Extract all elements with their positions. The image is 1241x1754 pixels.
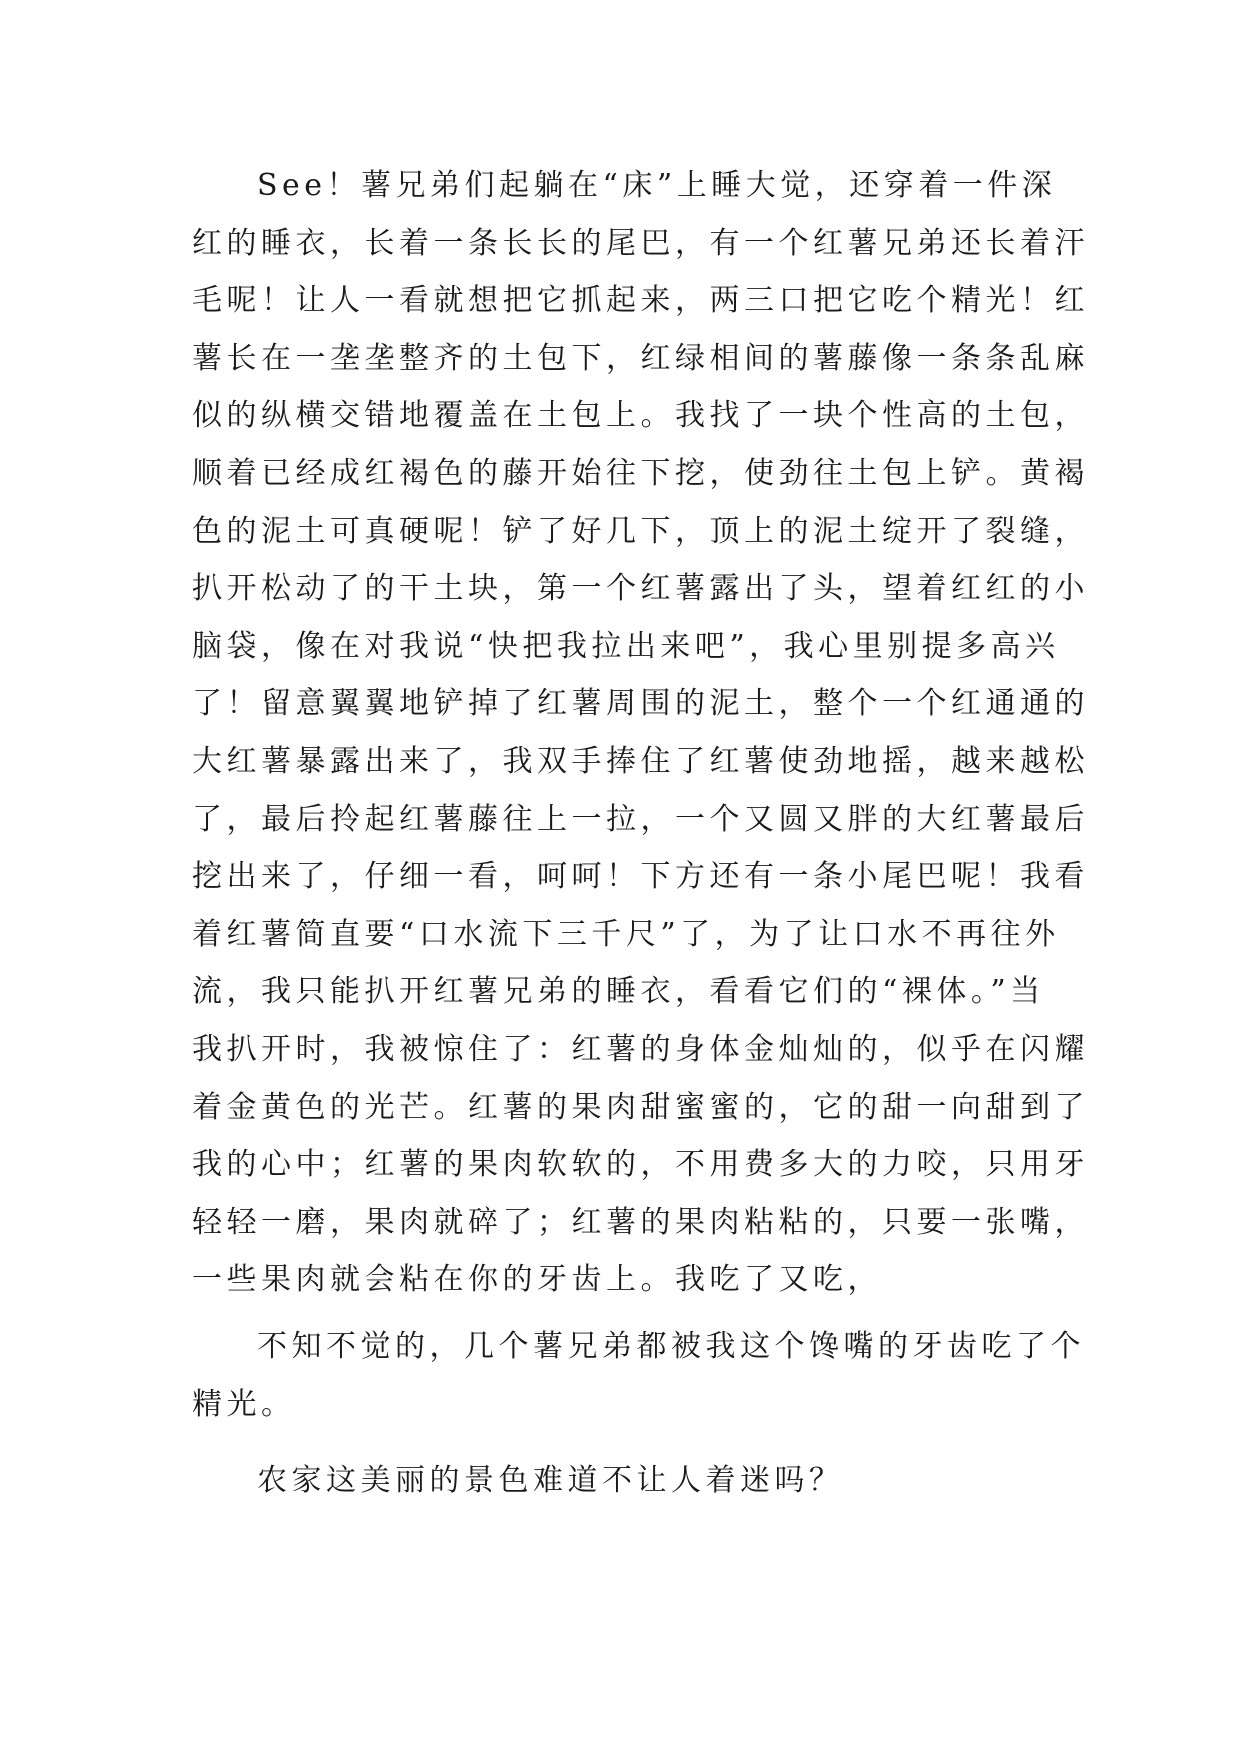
paragraph-1-line-13: 挖出来了，仔细一看，呵呵！下方还有一条小尾巴呢！我看	[192, 859, 1089, 895]
paragraph-1	[192, 157, 1089, 1309]
paragraph-1-line-1: See！薯兄弟们起躺在“床”上睡大觉，还穿着一件深	[257, 168, 1057, 203]
paragraph-1-line-20: 一些果肉就会粘在你的牙齿上。我吃了又吃，	[192, 1262, 882, 1298]
paragraph-1-line-7: 色的泥土可真硬呢！铲了好几下，顶上的泥土绽开了裂缝，	[192, 513, 1089, 549]
paragraph-1-line-12: 了，最后拎起红薯藤往上一拉，一个又圆又胖的大红薯最后	[192, 801, 1089, 837]
paragraph-1-line-10: 了！留意翼翼地铲掉了红薯周围的泥土，整个一个红通通的	[192, 686, 1089, 722]
paragraph-2-line-1: 不知不觉的，几个薯兄弟都被我这个馋嘴的牙齿吃了个	[257, 1329, 1085, 1364]
paragraph-1-line-17: 着金黄色的光芒。红薯的果肉甜蜜蜜的，它的甜一向甜到了	[192, 1089, 1089, 1125]
paragraph-1-line-11: 大红薯暴露出来了，我双手捧住了红薯使劲地摇，越来越松	[192, 743, 1089, 779]
paragraph-1-line-14: 着红薯简直要“口水流下三千尺”了，为了让口水不再往外	[192, 916, 1060, 952]
paragraph-1-line-5: 似的纵横交错地覆盖在土包上。我找了一块个性高的土包，	[192, 398, 1089, 434]
paragraph-1-line-16: 我扒开时，我被惊住了：红薯的身体金灿灿的，似乎在闪耀	[192, 1031, 1089, 1067]
paragraph-1-line-4: 薯长在一垄垄整齐的土包下，红绿相间的薯藤像一条条乱麻	[192, 340, 1089, 376]
paragraph-1-line-19: 轻轻一磨，果肉就碎了；红薯的果肉粘粘的，只要一张嘴，	[192, 1204, 1089, 1240]
paragraph-1-line-18: 我的心中；红薯的果肉软软的，不用费多大的力咬，只用牙	[192, 1147, 1089, 1183]
paragraph-2-line-2: 精光。	[192, 1386, 296, 1422]
paragraph-2	[192, 1318, 1085, 1433]
paragraph-3-line-1: 农家这美丽的景色难道不让人着迷吗？	[257, 1463, 844, 1498]
paragraph-3	[192, 1452, 1062, 1510]
paragraph-1-line-15: 流，我只能扒开红薯兄弟的睡衣，看看它们的“裸体。”当	[192, 974, 1045, 1010]
paragraph-1-line-6: 顺着已经成红褐色的藤开始往下挖，使劲往土包上铲。黄褐	[192, 455, 1089, 491]
paragraph-1-line-3: 毛呢！让人一看就想把它抓起来，两三口把它吃个精光！红	[192, 283, 1089, 319]
paragraph-1-line-8: 扒开松动了的干土块，第一个红薯露出了头，望着红红的小	[192, 571, 1089, 607]
paragraph-1-line-9: 脑袋，像在对我说“快把我拉出来吧”，我心里别提多高兴	[192, 628, 1060, 664]
paragraph-1-line-2: 红的睡衣，长着一条长长的尾巴，有一个红薯兄弟还长着汗	[192, 225, 1089, 261]
